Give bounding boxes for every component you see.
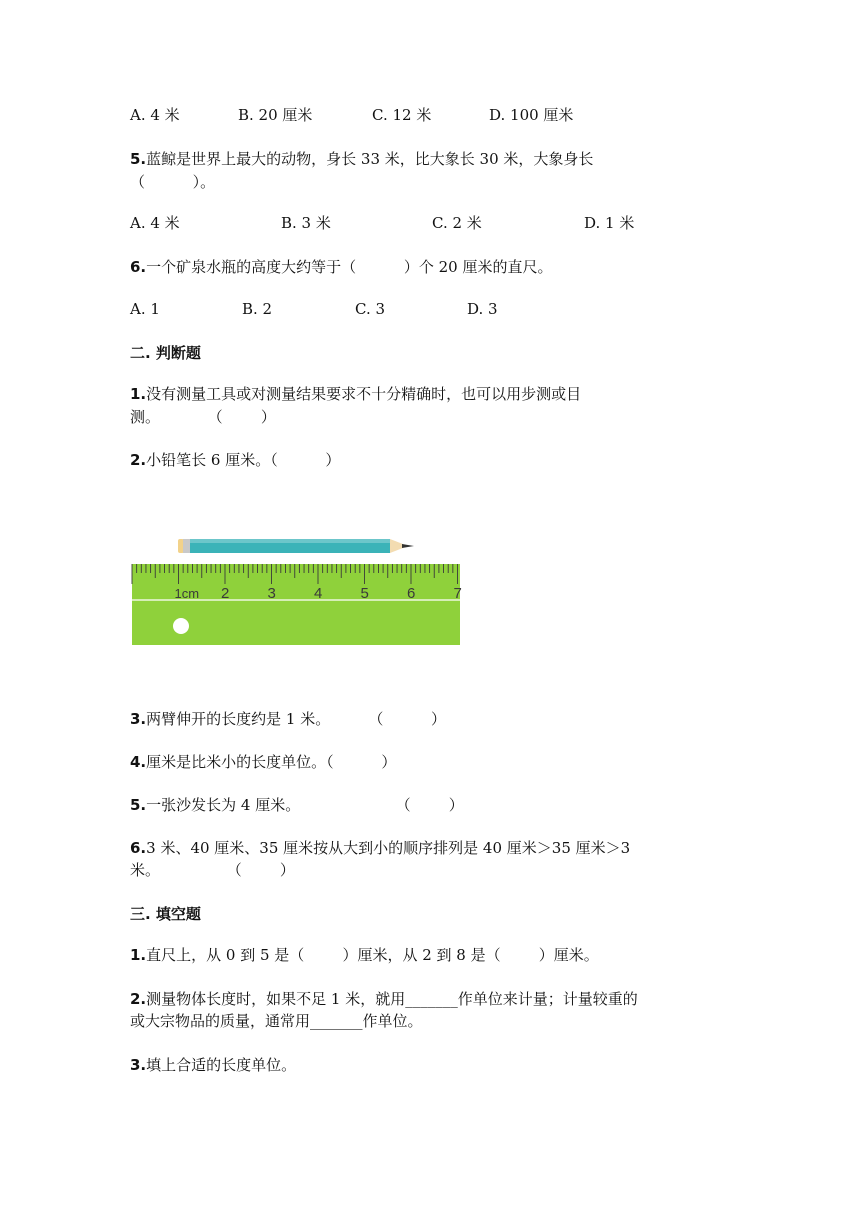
ruler-label: 3	[267, 585, 276, 602]
q4-option-c: C. 12 米	[372, 106, 432, 124]
ruler-label: 6	[407, 585, 416, 602]
fill-2-line1	[130, 988, 638, 1010]
ruler-label: 4	[314, 585, 323, 602]
judge-6-line1	[130, 837, 630, 859]
ruler-hole	[173, 618, 189, 634]
q5-option-b: B. 3 米	[281, 214, 331, 232]
judge-4	[130, 751, 396, 773]
ruler-label: 5	[360, 585, 369, 602]
judge-1-line2: 测。 （ ）	[130, 408, 276, 426]
q5-text-line2: （ ）。	[130, 173, 216, 191]
judge-6-stem: 3 米、40 厘米、35 厘米按从大到小的顺序排列是 40 厘米＞35 厘米＞3	[146, 839, 631, 857]
q4-option-d: D. 100 厘米	[489, 106, 574, 124]
ruler-label: 7	[453, 585, 462, 602]
fill-3-number: 3.	[130, 1056, 147, 1074]
judge-1-stem: 没有测量工具或对测量结果要求不十分精确时，也可以用步测或目	[146, 385, 582, 403]
pencil-ruler-figure	[130, 530, 465, 650]
pencil-ruler-illustration	[130, 530, 465, 650]
judge-1-line1	[130, 383, 581, 405]
fill-3	[130, 1054, 296, 1076]
q6-option-d: D. 3	[467, 300, 498, 318]
q5-text-line1	[130, 148, 593, 170]
judge-3-stem: 两臂伸开的长度约是 1 米。 （ ）	[146, 710, 447, 728]
judge-4-number: 4.	[130, 753, 147, 771]
q4-option-b: B. 20 厘米	[238, 106, 313, 124]
q6-option-b: B. 2	[242, 300, 273, 318]
judge-3	[130, 708, 446, 730]
judge-6-line2: 米。 （ ）	[130, 861, 295, 879]
judge-1-number: 1.	[130, 385, 147, 403]
q6-option-c: C. 3	[355, 300, 386, 318]
fill-1-stem: 直尺上，从 0 到 5 是（ ）厘米，从 2 到 8 是（ ）厘米。	[146, 946, 599, 964]
q5-option-a: A. 4 米	[130, 214, 180, 232]
judge-5-number: 5.	[130, 796, 147, 814]
pencil-icon	[178, 539, 414, 553]
judge-4-stem: 厘米是比米小的长度单位。（ ）	[146, 753, 397, 771]
q5-number: 5.	[130, 150, 147, 168]
q6-number: 6.	[130, 258, 147, 276]
ruler-label: 1cm	[174, 586, 200, 601]
section-title-judge: 二. 判断题	[130, 344, 201, 362]
q6-text	[130, 256, 552, 278]
judge-2-number: 2.	[130, 451, 147, 469]
q6-option-a: A. 1	[130, 300, 160, 318]
fill-1-number: 1.	[130, 946, 147, 964]
q4-option-a: A. 4 米	[130, 106, 180, 124]
fill-2-line2: 或大宗物品的质量，通常用_______作单位。	[130, 1012, 423, 1030]
judge-2	[130, 449, 340, 471]
fill-2-stem: 测量物体长度时，如果不足 1 米，就用_______作单位来计量；计量较重的	[146, 990, 638, 1008]
q5-stem: 蓝鲸是世界上最大的动物，身长 33 米，比大象长 30 米，大象身长	[146, 150, 594, 168]
fill-3-stem: 填上合适的长度单位。	[146, 1056, 297, 1074]
fill-2-number: 2.	[130, 990, 147, 1008]
q5-option-d: D. 1 米	[584, 214, 635, 232]
section-title-fill: 三. 填空题	[130, 905, 201, 923]
judge-2-stem: 小铅笔长 6 厘米。（ ）	[146, 451, 341, 469]
q5-option-c: C. 2 米	[432, 214, 482, 232]
q6-stem: 一个矿泉水瓶的高度大约等于（ ）个 20 厘米的直尺。	[146, 258, 553, 276]
judge-5	[130, 794, 464, 816]
ruler-label: 2	[221, 585, 230, 602]
judge-3-number: 3.	[130, 710, 147, 728]
judge-5-stem: 一张沙发长为 4 厘米。 （ ）	[146, 796, 464, 814]
judge-6-number: 6.	[130, 839, 147, 857]
fill-1	[130, 944, 599, 966]
